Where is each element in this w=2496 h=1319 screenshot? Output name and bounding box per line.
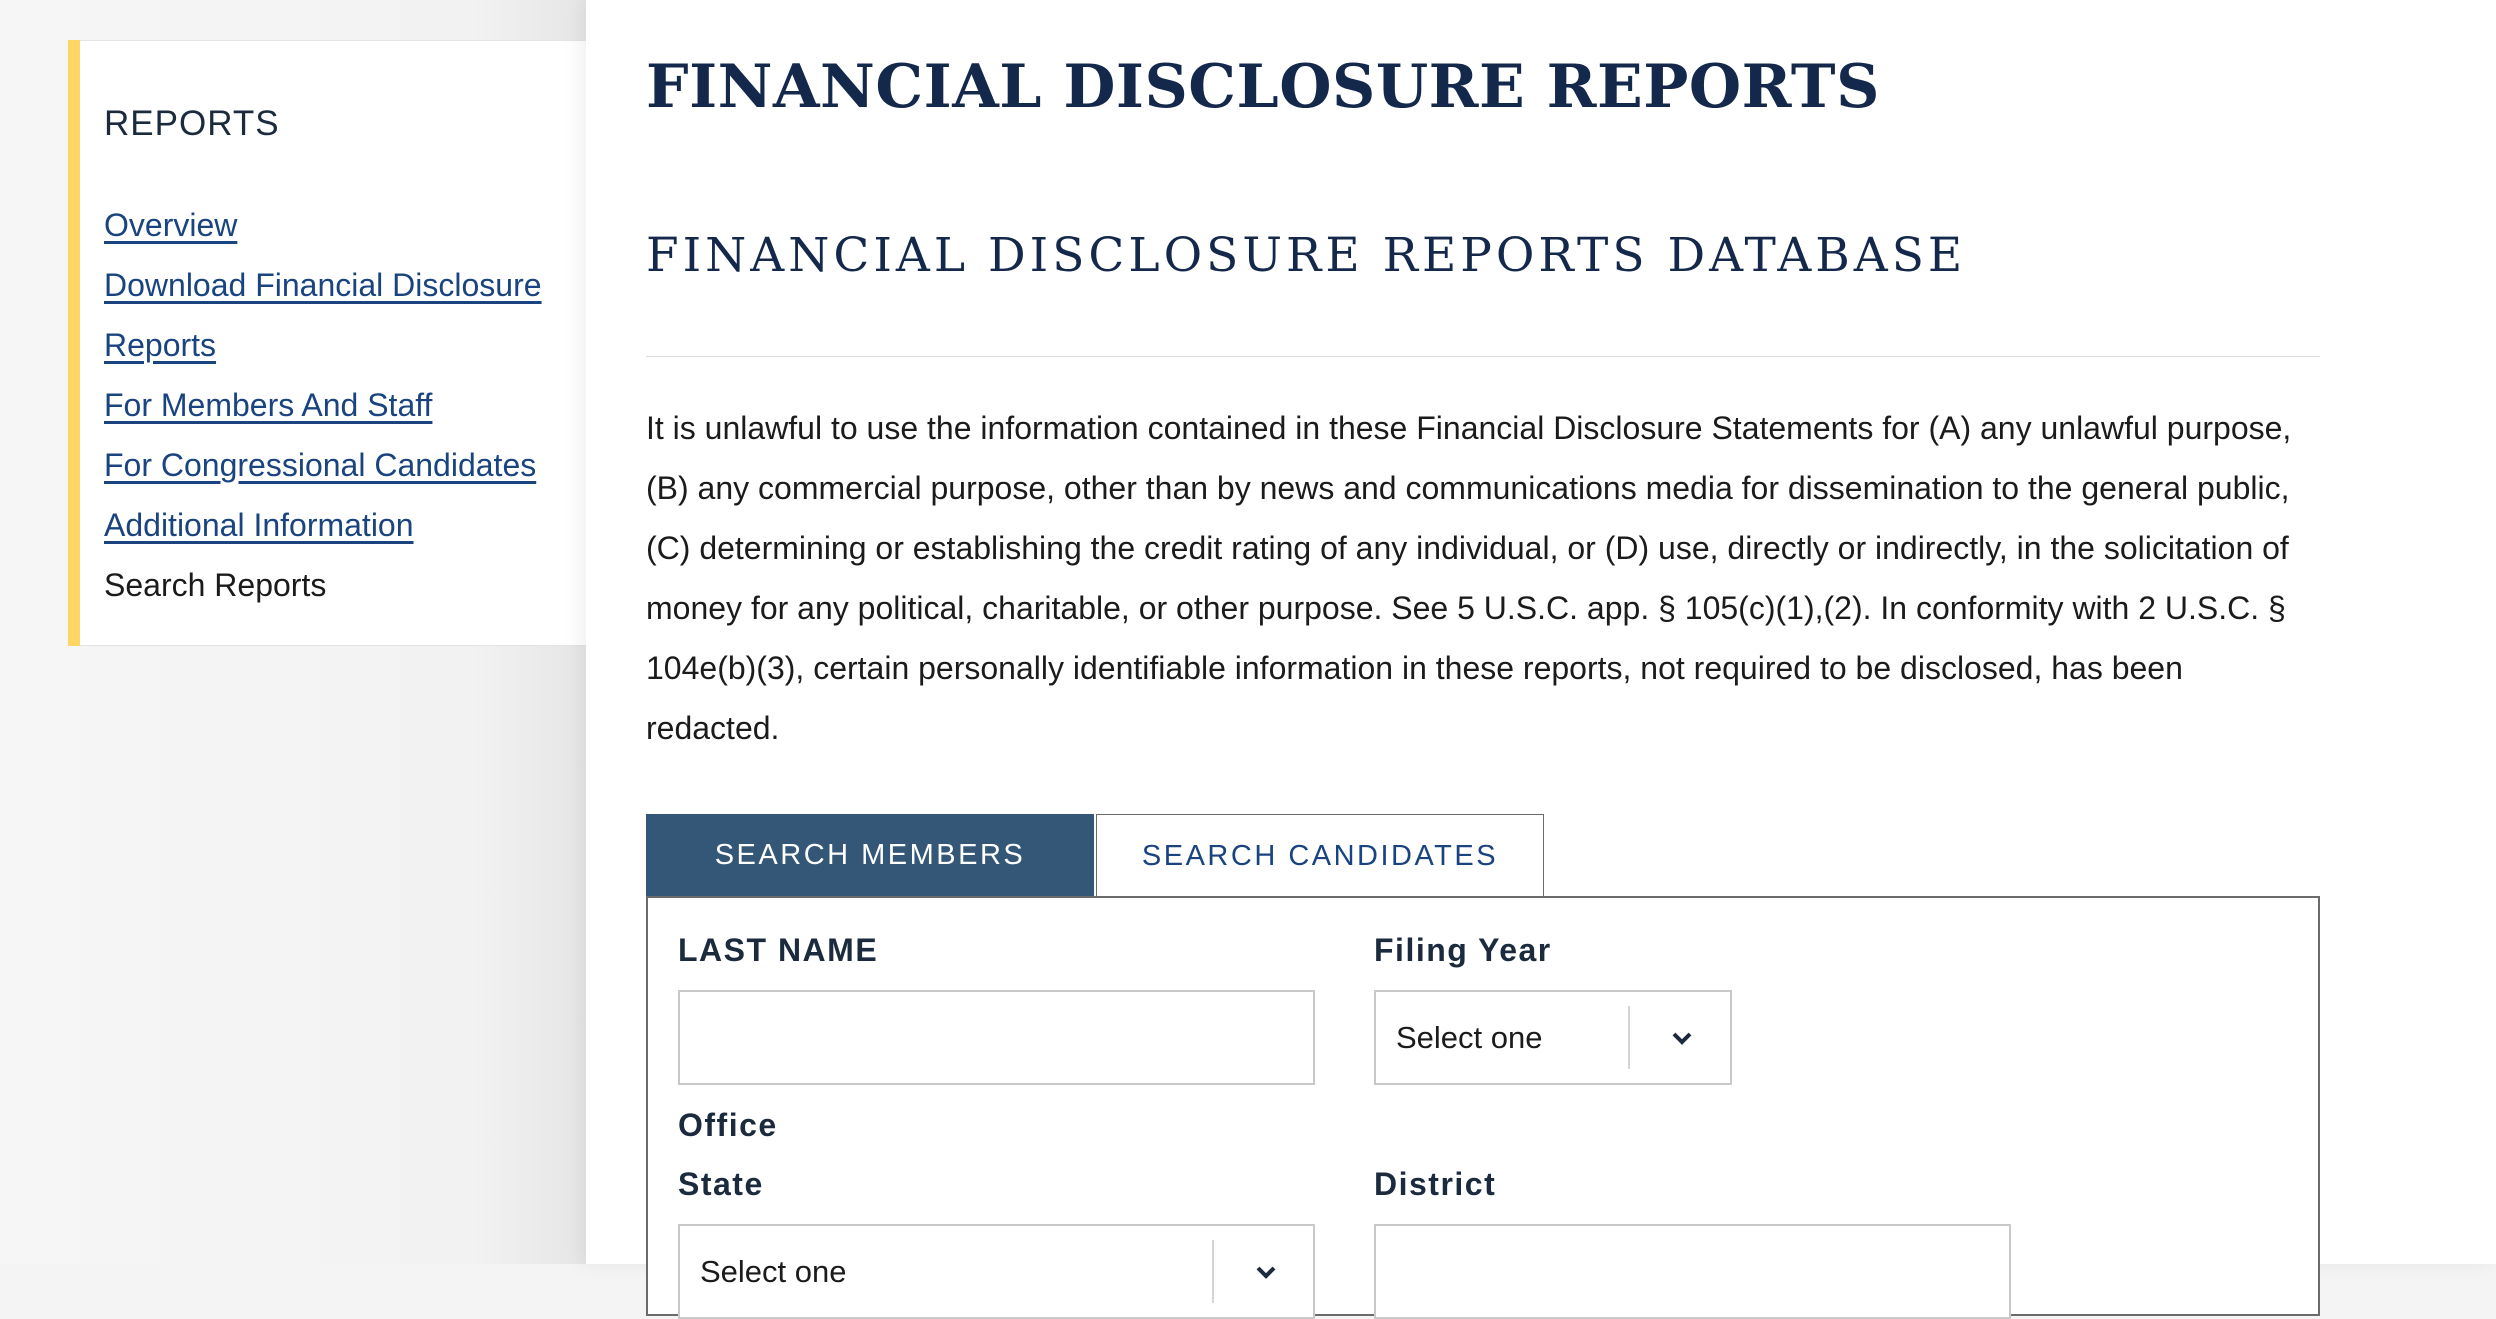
select-separator [1212,1240,1214,1303]
sidebar-link-download-reports[interactable]: Download Financial Disclosure Reports [104,267,542,363]
main-content [586,0,2496,1289]
sidebar-link-overview[interactable]: Overview [104,207,238,243]
state-select-value: Select one [700,1253,847,1289]
sidebar-link-congressional-candidates[interactable]: For Congressional Candidates [104,447,537,483]
last-name-label: LAST NAME [678,932,879,968]
sidebar-link-members-and-staff[interactable]: For Members And Staff [104,387,433,423]
district-input[interactable] [1374,1224,2011,1319]
filing-year-select-value: Select one [1396,1019,1543,1055]
state-label: State [678,1166,764,1202]
sidebar-accent-bar [68,40,80,646]
filing-year-select[interactable] [1374,990,1732,1085]
sidebar-link-additional-information[interactable]: Additional Information [104,507,414,543]
sidebar-current-search-reports: Search Reports [104,567,327,603]
office-label: Office [678,1107,778,1143]
tab-search-candidates[interactable]: SEARCH CANDIDATES [1096,814,1544,897]
sidebar-links [104,195,574,615]
disclaimer-text: It is unlawful to use the information contained in these Financial Disclosure Statements for (A) any unlawful purpose, (B) any commercial purpose, other than by news and communications media for dissemination to the general public, (C) determining or establishing the credit rating of any individual, or (D) use, directly or indirectly, in the solicitation of money for any political, charitable, or other purpose. See 5 U.S.C. app. § 105(c)(1),(2). In conformity with 2 U.S.C. § 104e(b)(3), certain personally identifiable information in these reports, not required to be disclosed, has been redacted. [646,410,2292,746]
section-title: FINANCIAL DISCLOSURE REPORTS DATABASE [646,228,1967,283]
search-form [646,896,2320,1316]
page-title: FINANCIAL DISCLOSURE REPORTS [646,52,1880,122]
chevron-down-icon [1216,1226,1316,1317]
filing-year-label: Filing Year [1374,932,1552,968]
tab-search-members[interactable]: SEARCH MEMBERS [646,814,1094,897]
sidebar-heading: REPORTS [104,104,280,143]
district-label: District [1374,1166,1497,1202]
last-name-input[interactable] [678,990,1315,1085]
state-select[interactable] [678,1224,1315,1319]
select-separator [1628,1006,1630,1069]
chevron-down-icon [1632,992,1732,1083]
section-divider [646,356,2320,357]
